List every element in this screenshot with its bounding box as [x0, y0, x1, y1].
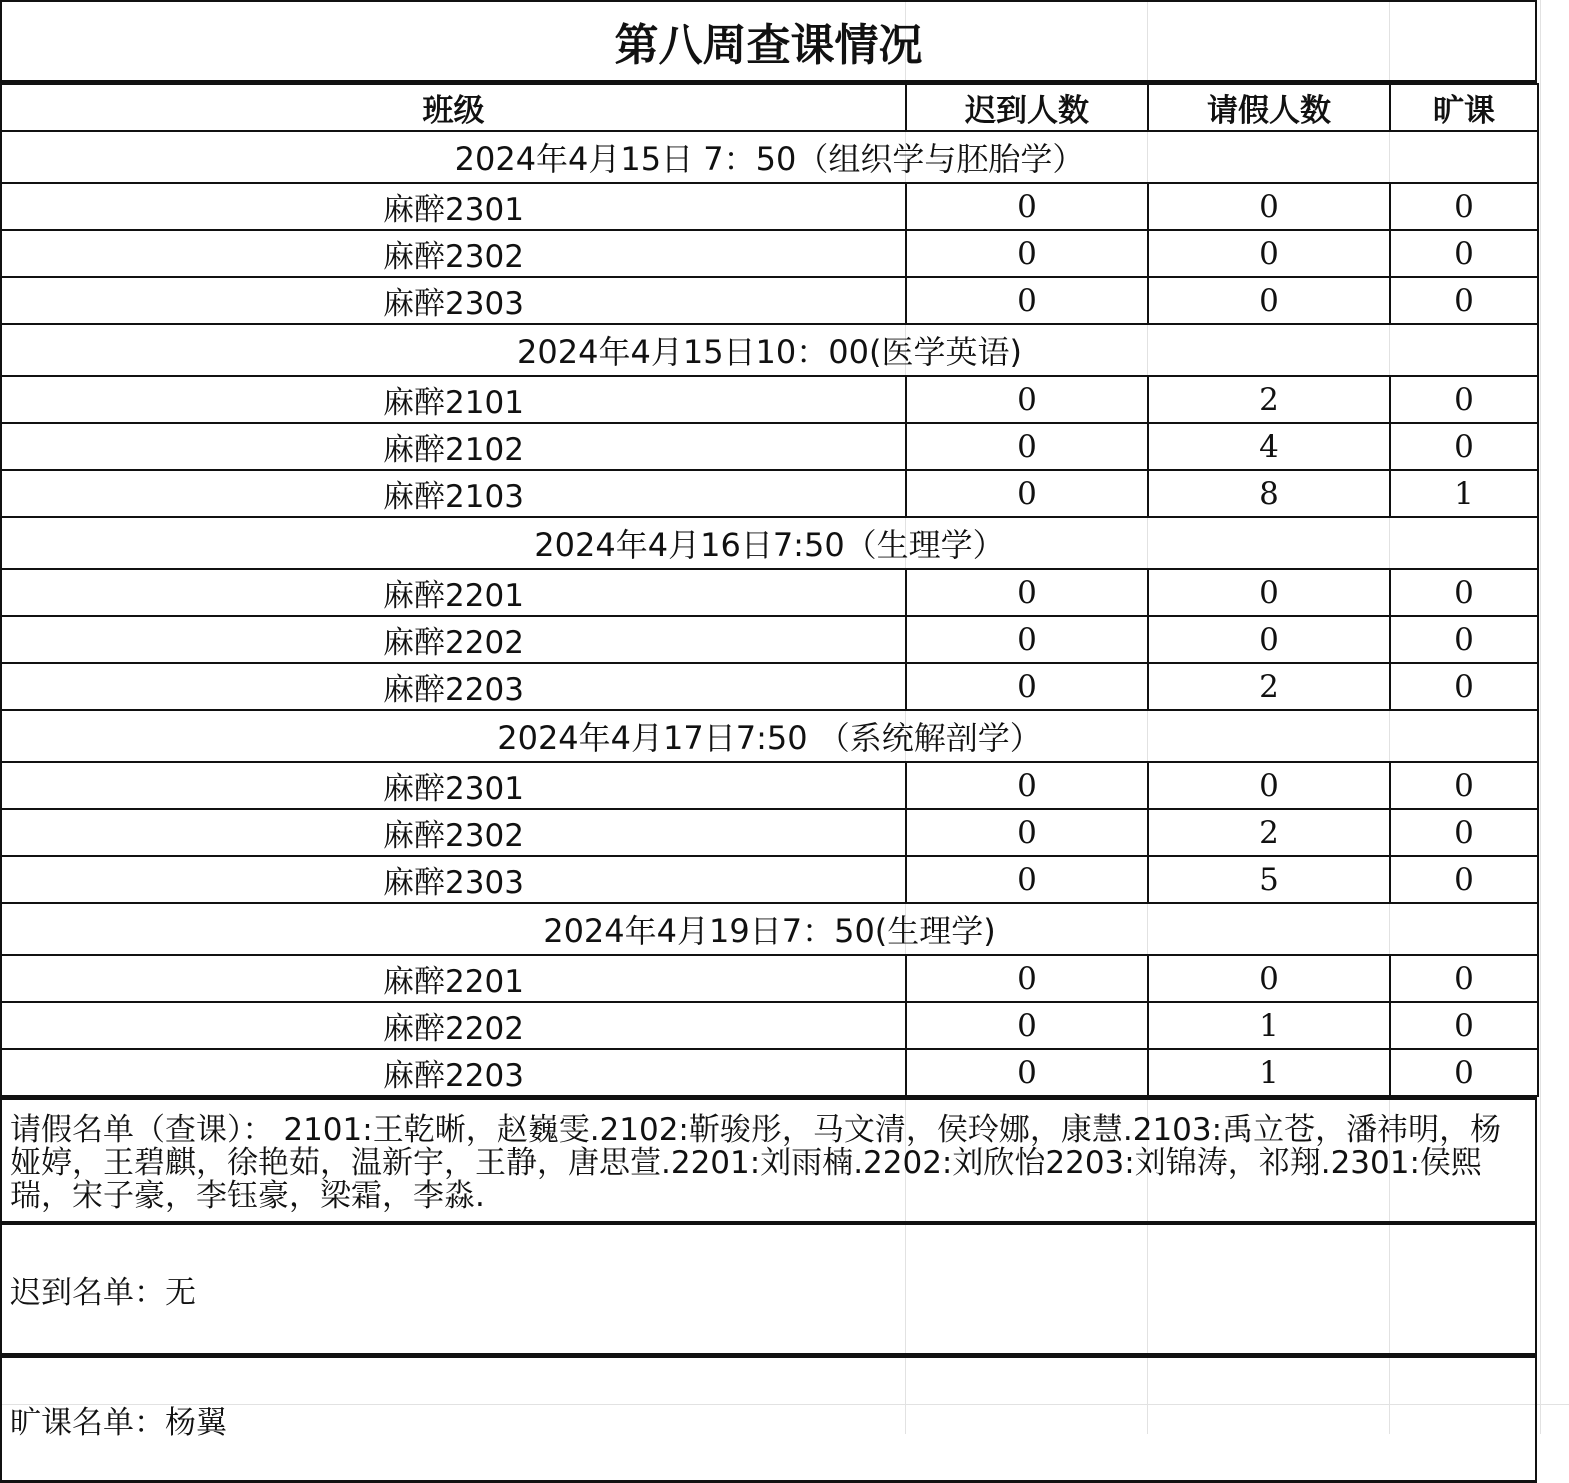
leave-count-cell[interactable]: 4	[1148, 423, 1390, 470]
absent-list-cell[interactable]: 旷课名单：杨翼	[0, 1355, 1537, 1483]
leave-count-cell[interactable]: 0	[1148, 616, 1390, 663]
header-absent[interactable]: 旷课	[1390, 84, 1538, 131]
class-cell[interactable]: 麻醉2203	[1, 1049, 906, 1096]
leave-count-cell[interactable]: 0	[1148, 230, 1390, 277]
sheet-title[interactable]: 第八周查课情况	[0, 0, 1537, 83]
section-heading[interactable]: 2024年4月15日 7：50（组织学与胚胎学）	[1, 131, 1538, 183]
section-heading-row	[1, 324, 1538, 376]
late-count-cell[interactable]: 0	[906, 809, 1148, 856]
attendance-table	[0, 83, 1539, 1097]
class-cell[interactable]: 麻醉2303	[1, 856, 906, 903]
section-heading[interactable]: 2024年4月17日7:50 （系统解剖学）	[1, 710, 1538, 762]
leave-count-cell[interactable]: 1	[1148, 1049, 1390, 1096]
late-count-cell[interactable]: 0	[906, 230, 1148, 277]
table-row	[1, 616, 1538, 663]
late-count-cell[interactable]: 0	[906, 569, 1148, 616]
section-heading-row	[1, 131, 1538, 183]
leave-count-cell[interactable]: 8	[1148, 470, 1390, 517]
class-cell[interactable]: 麻醉2302	[1, 809, 906, 856]
table-row	[1, 230, 1538, 277]
absent-count-cell[interactable]: 0	[1390, 616, 1538, 663]
absent-count-cell[interactable]: 0	[1390, 376, 1538, 423]
table-row	[1, 569, 1538, 616]
class-cell[interactable]: 麻醉2101	[1, 376, 906, 423]
section-heading[interactable]: 2024年4月19日7：50(生理学)	[1, 903, 1538, 955]
late-count-cell[interactable]: 0	[906, 183, 1148, 230]
late-count-cell[interactable]: 0	[906, 762, 1148, 809]
class-cell[interactable]: 麻醉2202	[1, 1002, 906, 1049]
late-count-cell[interactable]: 0	[906, 856, 1148, 903]
leave-count-cell[interactable]: 5	[1148, 856, 1390, 903]
absent-count-cell[interactable]: 0	[1390, 569, 1538, 616]
class-cell[interactable]: 麻醉2201	[1, 955, 906, 1002]
class-cell[interactable]: 麻醉2303	[1, 277, 906, 324]
leave-count-cell[interactable]: 0	[1148, 955, 1390, 1002]
late-count-cell[interactable]: 0	[906, 616, 1148, 663]
class-cell[interactable]: 麻醉2203	[1, 663, 906, 710]
late-count-cell[interactable]: 0	[906, 470, 1148, 517]
leave-count-cell[interactable]: 2	[1148, 376, 1390, 423]
absent-count-cell[interactable]: 0	[1390, 183, 1538, 230]
absent-count-cell[interactable]: 0	[1390, 1049, 1538, 1096]
class-cell[interactable]: 麻醉2201	[1, 569, 906, 616]
class-cell[interactable]: 麻醉2302	[1, 230, 906, 277]
absent-count-cell[interactable]: 0	[1390, 423, 1538, 470]
absent-count-cell[interactable]: 0	[1390, 277, 1538, 324]
class-cell[interactable]: 麻醉2301	[1, 762, 906, 809]
leave-count-cell[interactable]: 0	[1148, 183, 1390, 230]
section-heading[interactable]: 2024年4月15日10：00(医学英语)	[1, 324, 1538, 376]
header-leave[interactable]: 请假人数	[1148, 84, 1390, 131]
table-row	[1, 183, 1538, 230]
absent-count-cell[interactable]: 0	[1390, 856, 1538, 903]
header-late[interactable]: 迟到人数	[906, 84, 1148, 131]
table-row	[1, 1049, 1538, 1096]
table-row	[1, 470, 1538, 517]
class-cell[interactable]: 麻醉2103	[1, 470, 906, 517]
table-row	[1, 762, 1538, 809]
header-row	[1, 84, 1538, 131]
late-count-cell[interactable]: 0	[906, 376, 1148, 423]
absent-count-cell[interactable]: 0	[1390, 809, 1538, 856]
late-count-cell[interactable]: 0	[906, 663, 1148, 710]
leave-count-cell[interactable]: 0	[1148, 762, 1390, 809]
leave-count-cell[interactable]: 0	[1148, 569, 1390, 616]
absent-count-cell[interactable]: 0	[1390, 762, 1538, 809]
absent-count-cell[interactable]: 0	[1390, 955, 1538, 1002]
late-count-cell[interactable]: 0	[906, 1049, 1148, 1096]
absent-count-cell[interactable]: 1	[1390, 470, 1538, 517]
table-row	[1, 376, 1538, 423]
absent-count-cell[interactable]: 0	[1390, 230, 1538, 277]
header-class[interactable]: 班级	[1, 84, 906, 131]
class-cell[interactable]: 麻醉2301	[1, 183, 906, 230]
leave-count-cell[interactable]: 1	[1148, 1002, 1390, 1049]
leave-count-cell[interactable]: 2	[1148, 809, 1390, 856]
late-count-cell[interactable]: 0	[906, 1002, 1148, 1049]
section-heading-row	[1, 517, 1538, 569]
section-heading-row	[1, 710, 1538, 762]
table-row	[1, 809, 1538, 856]
table-row	[1, 663, 1538, 710]
late-count-cell[interactable]: 0	[906, 955, 1148, 1002]
leave-list-cell[interactable]: 请假名单（查课）： 2101:王乾晰，赵巍雯.2102:靳骏彤，马文清，侯玲娜，康慧.2103:禹立苍，潘祎明，杨娅婷，王碧麒，徐艳茹，温新宇，王静，唐思萱.2201:刘雨楠.2202:刘欣怡2203:刘锦涛，祁翔.2301:侯熙瑞，宋子豪，李钰豪，梁霜，李淼.	[0, 1097, 1537, 1223]
absent-count-cell[interactable]: 0	[1390, 1002, 1538, 1049]
table-row	[1, 277, 1538, 324]
absent-count-cell[interactable]: 0	[1390, 663, 1538, 710]
table-row	[1, 1002, 1538, 1049]
table-row	[1, 955, 1538, 1002]
late-list-cell[interactable]: 迟到名单：无	[0, 1223, 1537, 1355]
section-heading[interactable]: 2024年4月16日7:50（生理学）	[1, 517, 1538, 569]
class-cell[interactable]: 麻醉2202	[1, 616, 906, 663]
table-row	[1, 856, 1538, 903]
class-cell[interactable]: 麻醉2102	[1, 423, 906, 470]
leave-count-cell[interactable]: 0	[1148, 277, 1390, 324]
section-heading-row	[1, 903, 1538, 955]
table-row	[1, 423, 1538, 470]
late-count-cell[interactable]: 0	[906, 277, 1148, 324]
late-count-cell[interactable]: 0	[906, 423, 1148, 470]
leave-count-cell[interactable]: 2	[1148, 663, 1390, 710]
